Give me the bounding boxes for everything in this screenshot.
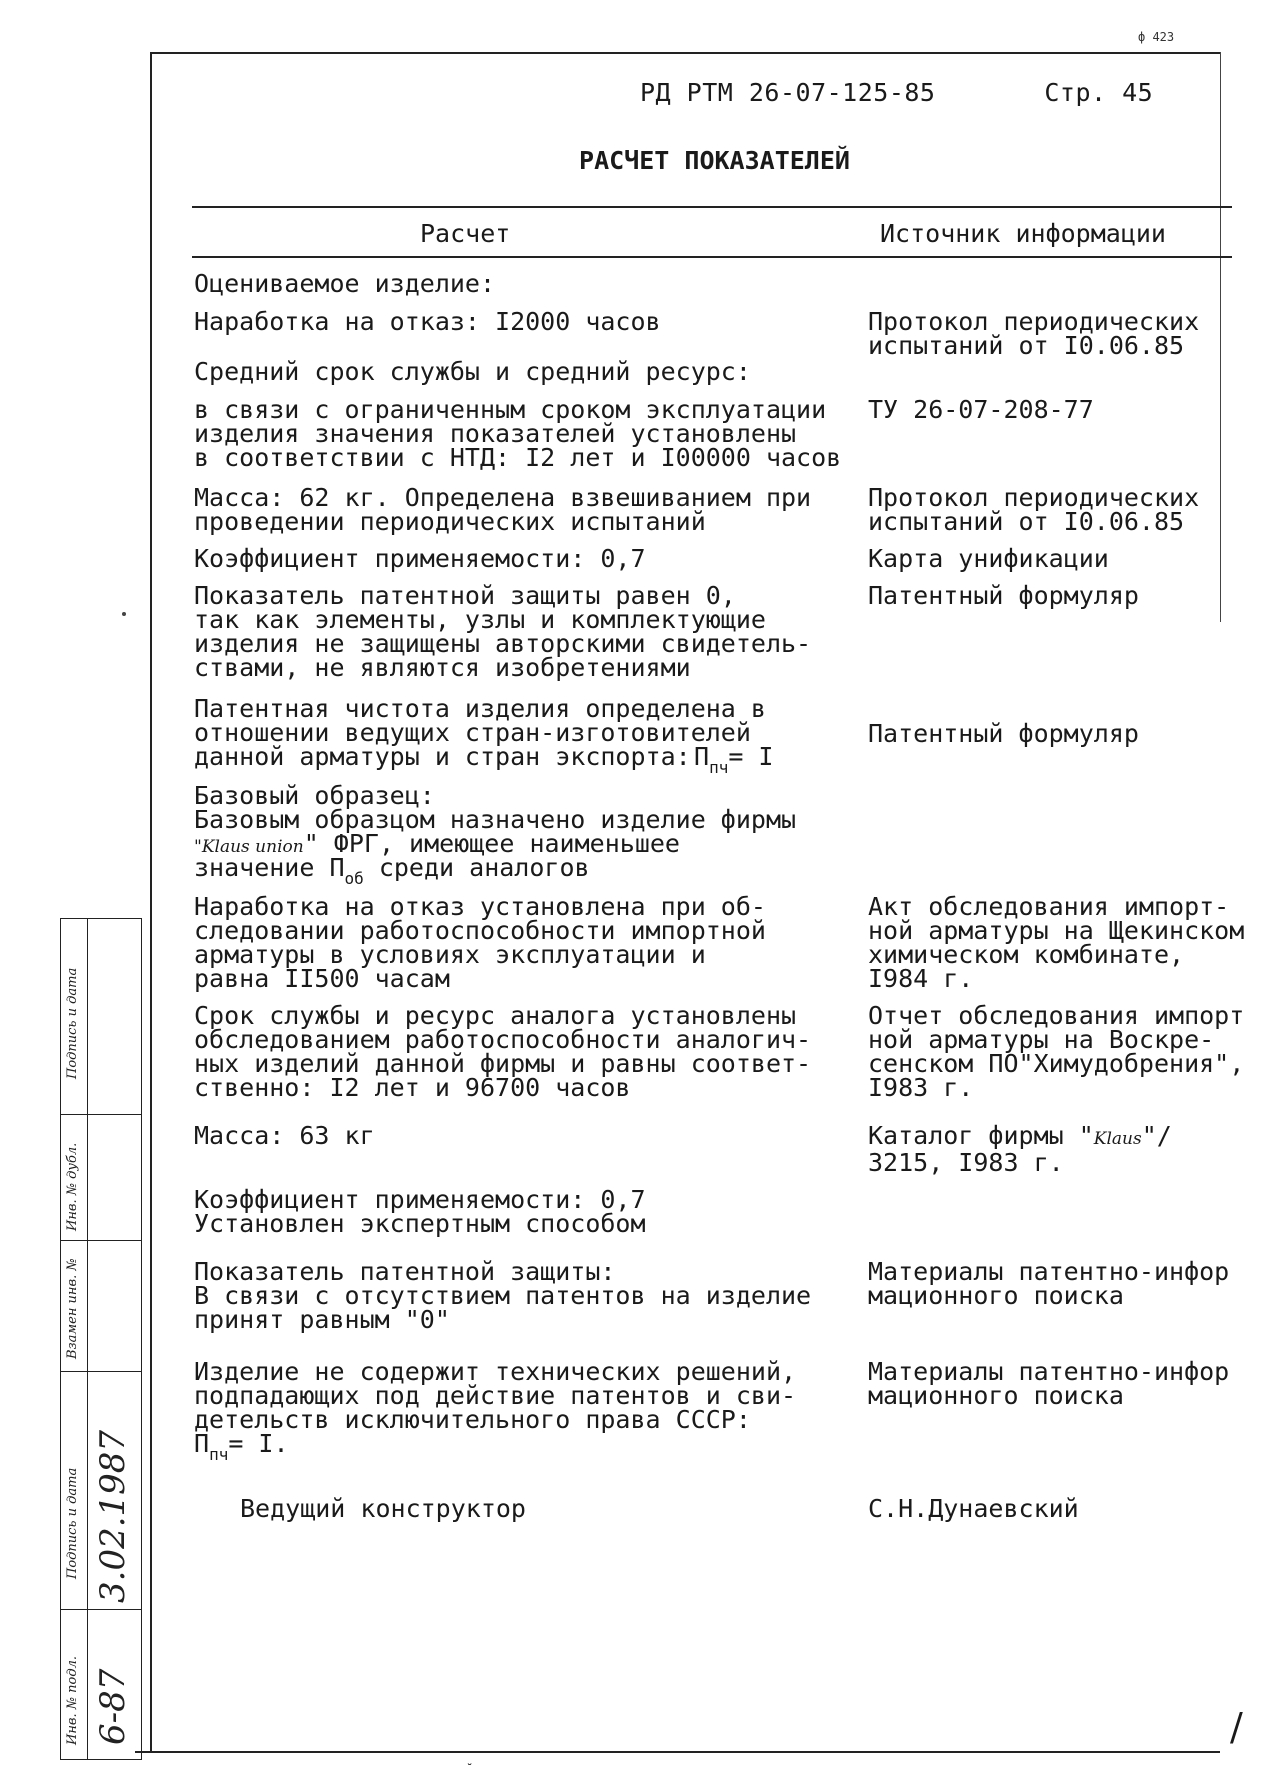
end-mark: / — [1230, 1705, 1243, 1749]
row-calc: Коэффициент применяемости: 0,7 — [194, 544, 646, 573]
scan-dot — [122, 612, 126, 616]
frame-bottom-line — [135, 1751, 1220, 1753]
side-stamp — [60, 918, 142, 1760]
stamp-label-inv-podl: Инв. № подл. — [65, 1655, 80, 1745]
stamp-divider — [61, 1114, 141, 1115]
row-source: Каталог фирмы "Klaus"/ 3215, I983 г. — [868, 1121, 1172, 1177]
row-calc: Наработка на отказ установлена при об- следовании работоспособности импортной арматуры в условиях эксплуатации и равна II500 часам — [194, 892, 766, 993]
row-calc: Масса: 62 кг. Определена взвешиванием при проведении периодических испытаний — [194, 483, 812, 536]
frame-top-line — [150, 52, 1220, 54]
handwritten-date: 3.02.1987 — [93, 1429, 133, 1603]
row-source: Отчет обследования импорт ной арматуры на Воскре- сенском ПО"Химудобрения", I983 г. — [868, 1001, 1245, 1102]
row-calc: Патентная чистота изделия определена в отношении ведущих стран-изготовителей данной арматуры и стран экспорта: — [194, 694, 766, 771]
stamp-divider — [61, 1609, 141, 1610]
row-calc: Наработка на отказ: I2000 часов — [194, 307, 661, 336]
row-source: Патентный формуляр — [868, 581, 1139, 610]
corner-mark: ф 423 — [1138, 30, 1175, 44]
frame-right-line — [1220, 52, 1221, 622]
row-calc: Показатель патентной защиты: В связи с отсутствием патентов на изделие принят равным "0" — [194, 1257, 812, 1334]
row-source: Материалы патентно-инфор мационного поиска — [868, 1257, 1230, 1310]
stamp-divider — [87, 919, 88, 1759]
row-source: Протокол периодических испытаний от I0.06.85 — [868, 307, 1200, 360]
base-sample-value: значение $П_{об}$ среди аналогов — [194, 853, 590, 888]
handwritten-firm: "Klaus union — [194, 837, 304, 857]
row-source: Акт обследования импорт- ной арматуры на Щекинском химическом комбинате, I984 г. — [868, 892, 1245, 993]
row-calc: в связи с ограниченным сроком эксплуатации изделия значения показателей установлены в соответствии с НТД: I2 лет и I00000 часов — [194, 395, 842, 472]
row-source: Карта унификации — [868, 544, 1109, 573]
signature-role: Ведущий конструктор — [240, 1494, 526, 1523]
row-source: Патентный формуляр — [868, 719, 1139, 748]
handwritten-firm: Klaus — [1093, 1129, 1142, 1149]
row-calc: Коэффициент применяемости: 0,7 Установлен экспертным способом — [194, 1185, 646, 1238]
row-source: Материалы патентно-инфор мационного поиска — [868, 1357, 1230, 1410]
formula-ppch: $П_{пч}= I$. — [194, 1429, 289, 1464]
stamp-label-signature-date: Подпись и дата — [65, 1467, 80, 1579]
stamp-label-signature-date: Подпись и дата — [65, 967, 80, 1079]
stamp-label-vzamen: Взамен инв. № — [65, 1258, 80, 1359]
row-calc: Показатель патентной защиты равен 0, так как элементы, узлы и комплектующие изделия не защищены авторскими свидетель- ствами, не являются изобретениями — [194, 581, 812, 682]
formula-ppch: $П_{пч}= I$ — [694, 742, 774, 777]
page-title: РАСЧЕТ ПОКАЗАТЕЛЕЙ — [579, 146, 850, 175]
stamp-divider — [61, 1371, 141, 1372]
frame-left-line — [150, 52, 152, 1752]
document-code: РД РТМ 26-07-125-85 — [640, 78, 936, 107]
base-sample-line: "Klaus union" ФРГ, имеющее наименьшее — [194, 829, 680, 858]
table-header-bottom-rule — [192, 256, 1232, 258]
row-calc: Срок службы и ресурс аналога установлены обследованием работоспособности аналогич- ных изделий данной фирмы и равны соответ- ственно: I2 лет и 96700 часов — [194, 1001, 812, 1102]
signature-name: С.Н.Дунаевский — [868, 1494, 1079, 1523]
row-calc: Базовый образец: Базовым образцом назначено изделие фирмы — [194, 781, 797, 834]
document-header — [640, 78, 1153, 107]
column-header-calc: Расчет — [420, 219, 511, 248]
scan-mark: ˘ — [466, 1762, 474, 1776]
row-calc: Оцениваемое изделие: — [194, 269, 496, 298]
handwritten-inv-number: 6-87 — [93, 1668, 133, 1745]
stamp-divider — [61, 1240, 141, 1241]
column-header-source: Источник информации — [880, 219, 1166, 248]
stamp-label-inv-dubl: Инв. № дубл. — [65, 1142, 80, 1231]
table-header-top-rule — [192, 206, 1232, 208]
row-calc: Изделие не содержит технических решений, подпадающих под действие патентов и сви- детельств исключительного права СССР: — [194, 1357, 797, 1434]
row-source: Протокол периодических испытаний от I0.06.85 — [868, 483, 1200, 536]
page-number: Стр. 45 — [1044, 78, 1154, 107]
row-calc: Средний срок службы и средний ресурс: — [194, 357, 751, 386]
row-source: ТУ 26-07-208-77 — [868, 395, 1094, 424]
row-calc: Масса: 63 кг — [194, 1121, 375, 1150]
